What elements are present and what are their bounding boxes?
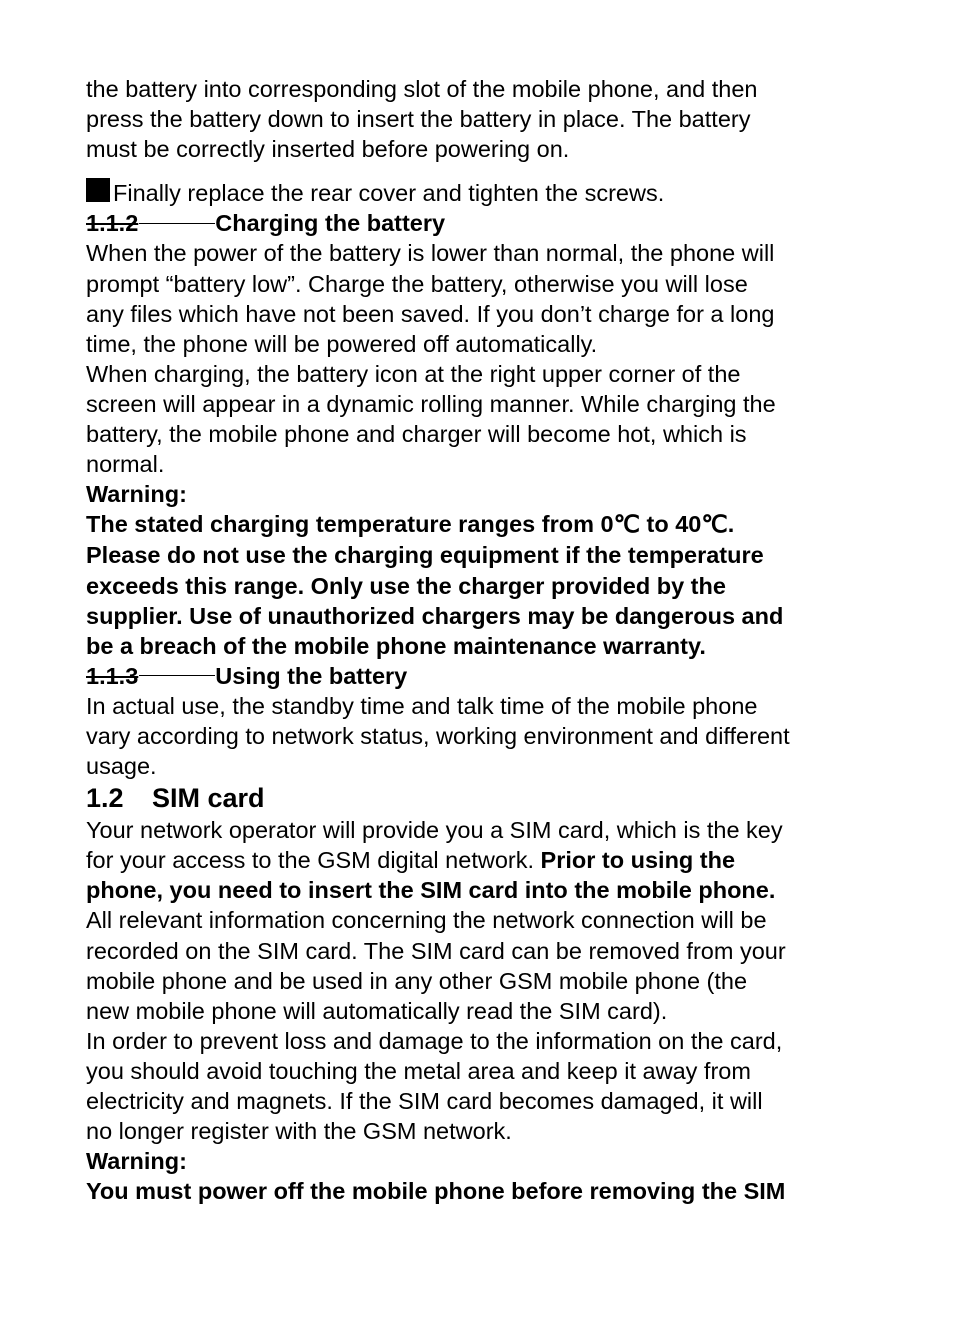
text-line: battery, the mobile phone and charger will become hot, which is <box>86 421 747 448</box>
text-line: In actual use, the standby time and talk time of the mobile phone <box>86 692 758 719</box>
text-line: new mobile phone will automatically read the SIM card). <box>86 997 668 1024</box>
warning-label: Warning: <box>86 481 187 508</box>
section-heading-1-1-3 <box>86 661 886 691</box>
section-heading-1-2 <box>86 783 886 813</box>
warning-line: exceeds this range. Only use the charger provided by the <box>86 572 726 599</box>
section-number: 1.1.3 <box>86 662 139 689</box>
text-line: you should avoid touching the metal area and keep it away from <box>86 1057 751 1084</box>
square-bullet-icon <box>86 178 110 202</box>
text-line: normal. <box>86 451 165 478</box>
warning-text-part: to 40 <box>640 511 702 538</box>
text-line: mobile phone and be used in any other GSM mobile phone (the <box>86 967 748 994</box>
sim-warning <box>86 1146 886 1206</box>
text-line: must be correctly inserted before powering on. <box>86 136 570 163</box>
celsius-symbol: ℃ <box>701 512 728 539</box>
bullet-item <box>86 178 886 208</box>
intro-paragraph <box>86 74 886 164</box>
charging-paragraph-1 <box>86 238 886 358</box>
charging-warning <box>86 479 886 661</box>
text-line: vary according to network status, working environment and different <box>86 722 790 749</box>
celsius-symbol: ℃ <box>613 512 640 539</box>
sim-paragraph-1 <box>86 815 886 1026</box>
warning-line <box>86 509 886 540</box>
text-line: press the battery down to insert the battery in place. The battery <box>86 106 751 133</box>
text-line: In order to prevent loss and damage to the information on the card, <box>86 1027 783 1054</box>
sim-paragraph-2 <box>86 1026 886 1146</box>
heading-rule <box>139 223 215 224</box>
charging-paragraph-2 <box>86 359 886 479</box>
using-battery-paragraph <box>86 691 886 781</box>
text-line: the battery into corresponding slot of the mobile phone, and then <box>86 76 758 102</box>
section-heading-1-1-2 <box>86 208 886 238</box>
text-line: any files which have not been saved. If you don’t charge for a long <box>86 300 775 327</box>
bullet-text: Finally replace the rear cover and tighten the screws. <box>113 180 665 207</box>
text-line: All relevant information concerning the network connection will be <box>86 907 767 934</box>
section-number: 1.1.2 <box>86 210 139 237</box>
warning-line: Please do not use the charging equipment if the temperature <box>86 542 764 569</box>
warning-label: Warning: <box>86 1148 187 1175</box>
text-line: prompt “battery low”. Charge the battery, otherwise you will lose <box>86 270 748 297</box>
warning-line: supplier. Use of unauthorized chargers may be dangerous and <box>86 602 784 629</box>
text-line: When the power of the battery is lower than normal, the phone will <box>86 240 775 267</box>
warning-line: You must power off the mobile phone before removing the SIM <box>86 1178 786 1205</box>
warning-line: be a breach of the mobile phone maintenance warranty. <box>86 632 706 659</box>
text-part-bold: Prior to using the <box>540 847 736 874</box>
heading-rule <box>139 675 215 676</box>
text-line: usage. <box>86 753 157 780</box>
text-part: for your access to the GSM digital network. <box>86 847 541 874</box>
text-line: no longer register with the GSM network. <box>86 1118 512 1145</box>
section-title: Charging the battery <box>215 210 446 237</box>
text-line: screen will appear in a dynamic rolling manner. While charging the <box>86 390 776 417</box>
text-line-bold: phone, you need to insert the SIM card into the mobile phone. <box>86 877 776 904</box>
text-line: Your network operator will provide you a SIM card, which is the key <box>86 817 783 844</box>
warning-text-part: . <box>727 511 735 538</box>
text-line: recorded on the SIM card. The SIM card can be removed from your <box>86 937 786 964</box>
text-line: time, the phone will be powered off automatically. <box>86 330 598 357</box>
text-line: electricity and magnets. If the SIM card becomes damaged, it will <box>86 1088 763 1114</box>
text-line: When charging, the battery icon at the right upper corner of the <box>86 360 741 387</box>
section-title: Using the battery <box>215 662 408 689</box>
section-number: 1.2 <box>86 783 124 814</box>
manual-page <box>86 74 886 1206</box>
warning-text-part: The stated charging temperature ranges from 0 <box>86 511 614 538</box>
section-title: SIM card <box>152 783 265 814</box>
text-line <box>86 845 886 875</box>
